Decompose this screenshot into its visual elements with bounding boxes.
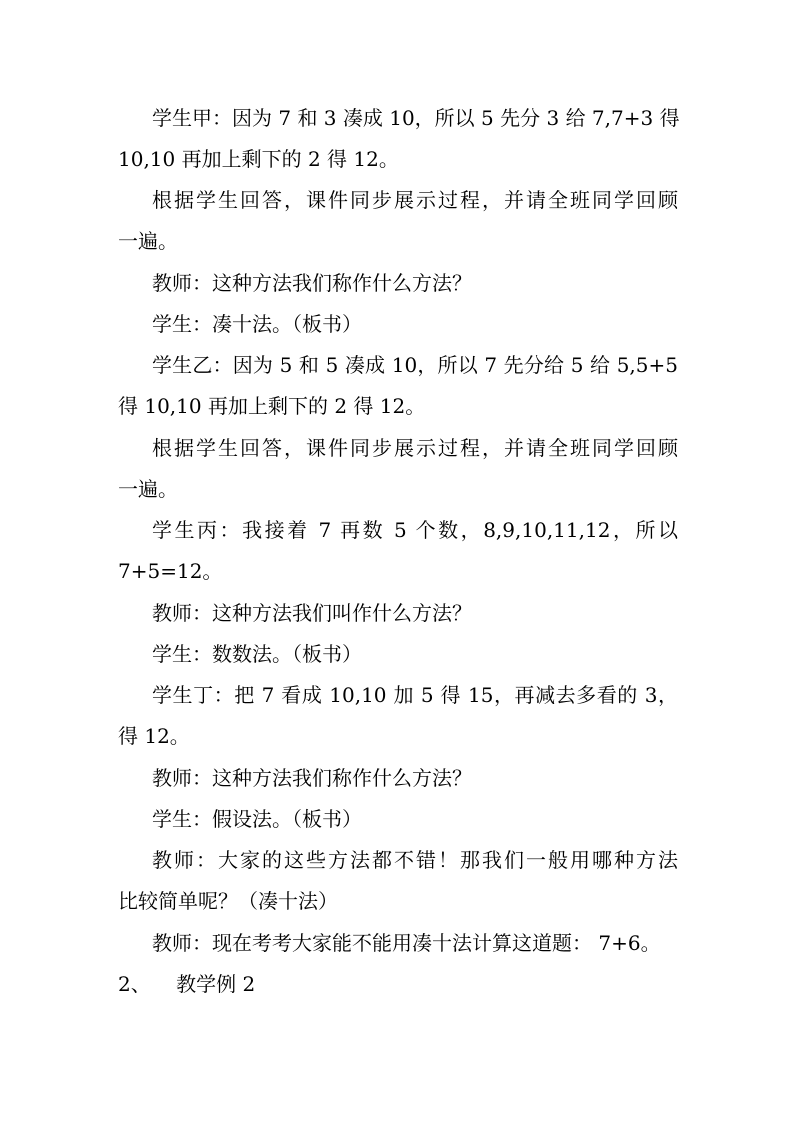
paragraph-line: 教师：现在考考大家能不能用凑十法计算这道题： 7+6。	[152, 931, 661, 955]
paragraph-line: 学生：数数法。（板书）	[152, 642, 362, 666]
paragraph-line: 教师：这种方法我们称作什么方法？	[152, 271, 472, 295]
paragraph-line: 7+5=12。	[118, 559, 223, 583]
paragraph-line: 学生：凑十法。（板书）	[152, 312, 362, 336]
paragraph-line: 学生甲：因为 7 和 3 凑成 10，所以 5 先分 3 给 7,7+3 得	[152, 106, 680, 130]
paragraph-line: 比较简单呢？（凑十法）	[118, 889, 338, 913]
paragraph-line: 得 12。	[118, 724, 190, 748]
paragraph-line: 教师：大家的这些方法都不错！那我们一般用哪种方法	[152, 848, 678, 872]
paragraph-line: 学生丙：我接着 7 再数 5 个数，8,9,10,11,12，所以	[152, 518, 678, 542]
paragraph-line: 学生：假设法。（板书）	[152, 807, 362, 831]
paragraph-line: 教师：这种方法我们叫作什么方法？	[152, 601, 472, 625]
paragraph-line: 得 10,10 再加上剩下的 2 得 12。	[118, 394, 426, 418]
section-heading: 2、 教学例 2	[118, 972, 256, 996]
paragraph-line: 根据学生回答，课件同步展示过程，并请全班同学回顾	[152, 188, 678, 212]
paragraph-line: 10,10 再加上剩下的 2 得 12。	[118, 147, 399, 171]
paragraph-line: 一遍。	[118, 229, 178, 253]
paragraph-line: 学生丁：把 7 看成 10,10 加 5 得 15，再减去多看的 3，	[152, 683, 678, 707]
paragraph-line: 教师：这种方法我们称作什么方法？	[152, 766, 472, 790]
paragraph-line: 学生乙：因为 5 和 5 凑成 10，所以 7 先分给 5 给 5,5+5	[152, 353, 678, 377]
paragraph-line: 一遍。	[118, 477, 178, 501]
paragraph-line: 根据学生回答，课件同步展示过程，并请全班同学回顾	[152, 436, 678, 460]
